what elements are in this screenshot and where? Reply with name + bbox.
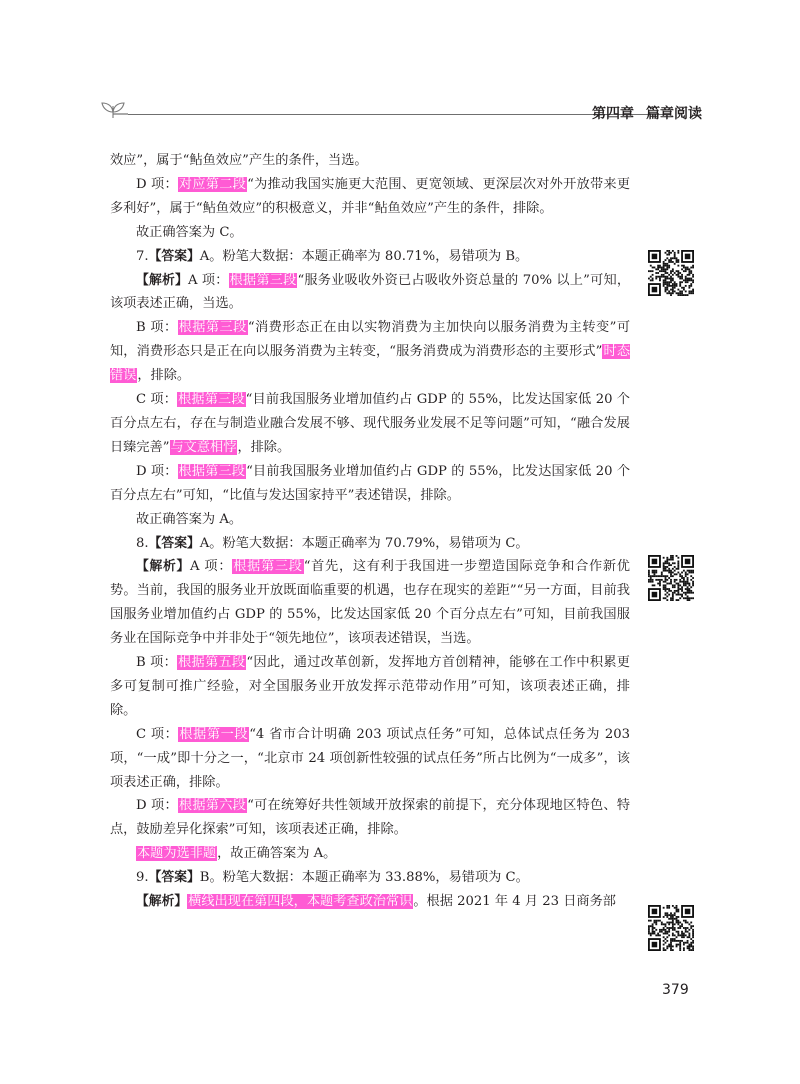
highlight-mark: 对应第二段 [178, 176, 247, 192]
analysis-tag: 【解析】 [136, 894, 188, 910]
qr-code-icon[interactable] [648, 905, 694, 951]
question-7-analysis-d: D 项：根据第三段“目前我国服务业增加值约占 GDP 的 55%，比发达国家低 20 个百分点左右”可知，“比值与发达国家持平”表述错误，排除。 [110, 463, 631, 503]
question-9-answer: 9.【答案】B。粉笔大数据：本题正确率为 33.88%，易错项为 C。 [136, 870, 529, 886]
analysis-tag: 【解析】 [136, 559, 191, 575]
page-body [110, 149, 630, 914]
chapter-number: 第四章 [592, 106, 634, 122]
answer-tag: 【答案】 [148, 535, 200, 551]
highlight-mark: 根据第六段 [178, 798, 247, 814]
highlight-mark: 根据第五段 [178, 655, 246, 671]
highlight-mark: 根据第三段 [233, 559, 303, 575]
paragraph: 效应”，属于“鲇鱼效应”产生的条件，当选。 [110, 153, 368, 168]
highlight-mark: 根据第三段 [178, 463, 246, 479]
highlight-mark: 根据第三段 [178, 392, 245, 408]
highlight-mark: 本题为选非题 [137, 846, 217, 862]
highlight-mark: 时态错误 [110, 344, 631, 384]
running-header [98, 100, 702, 130]
question-7-answer: 7.【答案】A。粉笔大数据：本题正确率为 80.71%，易错项为 B。 [136, 248, 529, 264]
question-8-analysis-a: 【解析】A 项：根据第三段“首先，这有利于我国进一步塑造国际竞争和合作新优势。当前，我国的服务业开放既面临重要的机遇，也存在现实的差距”“另一方面，目前我国服务业增加值约占 GDP 的 55%，比发达国家低 20 个百分点左右”可知，目前我国服务业在国际竞争中并非处于“领先地位”，该项表述错误，当选。 [110, 559, 630, 647]
qr-code-icon[interactable] [648, 555, 694, 601]
question-8-analysis-c: C 项：根据第一段“4 省市合计明确 203 项试点任务”可知，总体试点任务为 203 项，“一成”即十分之一，“北京市 24 项创新性较强的试点任务”所占比例为“一成多”，该项表述正确，排除。 [110, 726, 630, 790]
question-9-analysis: 【解析】横线出现在第四段，本题考查政治常识。根据 2021 年 4 月 23 日商务部 [136, 894, 616, 910]
qr-code-icon[interactable] [648, 250, 694, 296]
question-8-conclusion: 本题为选非题，故正确答案为 A。 [137, 846, 337, 862]
option-d-explanation: D 项：对应第二段“为推动我国实施更大范围、更宽领域、更深层次对外开放带来更多利好”，属于“鲇鱼效应”的积极意义，并非“鲇鱼效应”产生的条件，排除。 [110, 176, 631, 216]
question-7-conclusion: 故正确答案为 A。 [136, 511, 243, 527]
chapter-title [580, 103, 702, 123]
question-7-analysis-b: B 项：根据第三段“消费形态正在由以实物消费为主加快向以服务消费为主转变”可知，消费形态只是正在向以服务消费为主转变，“服务消费成为消费形态的主要形式”时态错误，排除。 [110, 320, 631, 384]
page-number: 379 [662, 982, 689, 998]
answer-tag: 【答案】 [148, 248, 200, 264]
question-8-answer: 8.【答案】A。粉笔大数据：本题正确率为 70.79%，易错项为 C。 [136, 535, 529, 551]
question-8-analysis-d: D 项：根据第六段“可在统筹好共性领域开放探索的前提下，充分体现地区特色、特点，鼓励差异化探索”可知，该项表述正确，排除。 [110, 798, 631, 838]
conclusion: 故正确答案为 C。 [136, 224, 243, 240]
answer-tag: 【答案】 [148, 870, 200, 886]
analysis-tag: 【解析】 [136, 272, 188, 288]
question-7-analysis-c: C 项：根据第三段“目前我国服务业增加值约占 GDP 的 55%，比发达国家低 20 个百分点左右，存在与制造业融合发展不够、现代服务业发展不足等问题”可知，“融合发展日臻完善”与文意相悖，排除。 [110, 392, 630, 455]
section-name: 篇章阅读 [646, 106, 702, 122]
highlight-mark: 根据第三段 [178, 320, 247, 336]
highlight-mark: 横线出现在第四段，本题考查政治常识 [188, 894, 413, 910]
highlight-mark: 根据第三段 [229, 272, 297, 288]
highlight-mark: 与文意相悖 [170, 439, 237, 455]
leaf-icon [98, 100, 128, 122]
question-7-analysis-a: 【解析】A 项：根据第三段“服务业吸收外资已占吸收外资总量的 70% 以上”可知，该项表述正确，当选。 [110, 272, 631, 312]
question-8-analysis-b: B 项：根据第五段“因此，通过改革创新，发挥地方首创精神，能够在工作中积累更多可复制可推广经验，对全国服务业开放发挥示范带动作用”可知，该项表述正确，排除。 [110, 655, 630, 718]
highlight-mark: 根据第一段 [179, 726, 249, 742]
